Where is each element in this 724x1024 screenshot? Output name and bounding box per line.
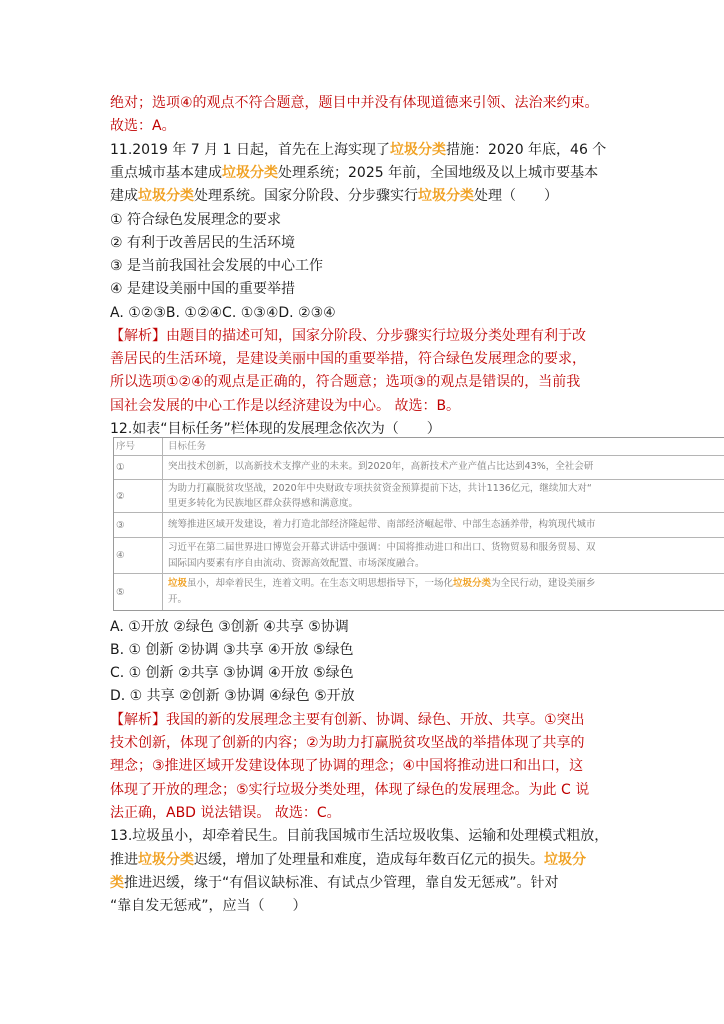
- table-row: [114, 513, 724, 538]
- q11-stem-line-3: [110, 186, 558, 206]
- row-number: ⑤: [114, 574, 163, 610]
- keyword-highlight: 垃圾分类: [222, 165, 278, 181]
- q11-text: 处理系统。国家分阶段、分步骤实行: [194, 188, 418, 204]
- keyword-highlight: 类: [110, 875, 124, 891]
- q12-analysis-line-1: 【解析】我国的新的发展理念主要有创新、协调、绿色、开放、共享。①突出: [110, 712, 585, 728]
- q12-analysis-line-4: 体现了开放的理念；⑤实行垃圾分类处理，体现了绿色的发展理念。为此 C 说: [110, 782, 590, 798]
- row-task-text: 为助力打赢脱贫攻坚战，2020年中央财政专项扶贫资金预算提前下达，共计1136亿元，继续加大对“: [168, 483, 592, 494]
- q13-text: 迟缓，增加了处理量和难度，造成每年数百亿元的损失。: [194, 852, 544, 868]
- goal-task-table: [113, 437, 724, 611]
- q12-choice-c: C. ① 创新 ②共享 ③协调 ④开放 ⑤绿色: [110, 665, 354, 681]
- q13-text: 推进: [110, 852, 138, 868]
- prev-answer-line: 故选：A。: [110, 118, 176, 134]
- table-row: [114, 538, 724, 574]
- table-header-num: 序号: [114, 438, 163, 455]
- q13-stem-line-3: [110, 873, 559, 893]
- table-header-task: 目标任务: [168, 441, 207, 452]
- q11-stem-line-1: [110, 140, 606, 160]
- q11-stem-line-2: [110, 163, 598, 183]
- row-number: ②: [114, 480, 163, 512]
- keyword-highlight: 垃圾分类: [138, 188, 194, 204]
- q11-text: 措施：2020 年底，46 个: [445, 142, 607, 158]
- q13-text: 推进迟缓，缘于“有倡议缺标准、有试点少管理，靠自发无惩戒”。针对: [124, 875, 559, 891]
- table-row: [114, 574, 724, 610]
- table-row: [114, 480, 724, 513]
- keyword-highlight: 垃圾分: [544, 852, 586, 868]
- q11-option-2: ② 有利于改善居民的生活环境: [110, 235, 296, 251]
- q11-analysis-line-3: 所以选项①②④的观点是正确的，符合题意；选项③的观点是错误的，当前我: [110, 374, 581, 390]
- q11-text: 11.2019 年 7 月 1 日起，首先在上海实现了: [110, 142, 390, 158]
- q13-stem-line-4: “靠自发无惩戒”，应当（ ）: [110, 898, 307, 914]
- row-task-text: 突出技术创新，以高新技术支撑产业的未来。到2020年，高新技术产业产值占比达到43%，全社会研: [168, 461, 594, 472]
- q13-stem-line-1: 13.垃圾虽小，却牵着民生。目前我国城市生活垃圾收集、运输和处理模式粗放，: [110, 828, 609, 844]
- row-number: ①: [114, 456, 163, 479]
- q12-choice-d: D. ① 共享 ②创新 ③协调 ④绿色 ⑤开放: [110, 688, 355, 704]
- q13-stem-line-2: [110, 850, 586, 870]
- q11-option-4: ④ 是建设美丽中国的重要举措: [110, 281, 296, 297]
- row-task-text: [168, 577, 724, 590]
- q11-text: 重点城市基本建成: [110, 165, 222, 181]
- q11-text: 处理系统；2025 年前，全国地级及以上城市要基本: [278, 165, 599, 181]
- keyword-highlight: 垃圾分类: [389, 142, 446, 158]
- row-task-text: 国际国内要素有序自由流动、资源高效配置、市场深度融合。: [168, 558, 425, 569]
- row-task-text: 里更多转化为民族地区群众获得感和满意度。: [168, 498, 359, 509]
- q11-choices: A. ①②③B. ①②④C. ①③④D. ②③④: [110, 305, 336, 321]
- row-number: ④: [114, 538, 163, 573]
- q11-analysis-line-2: 善居民的生活环境，是建设美丽中国的重要举措，符合绿色发展理念的要求，: [110, 351, 586, 367]
- row-text: 虽小，却牵着民生，连着文明。在生态文明思想指导下，一场化: [187, 578, 454, 589]
- row-task-text: 习近平在第二届世界进口博览会开幕式讲话中强调：中国将推动进口和出口、货物贸易和服务贸易、双: [168, 542, 596, 553]
- keyword-highlight: 垃圾: [168, 578, 188, 589]
- row-task-text: 开。: [168, 594, 188, 605]
- q11-option-1: ① 符合绿色发展理念的要求: [110, 212, 282, 228]
- row-task-text: 统筹推进区域开发建设，着力打造北部经济隆起带、南部经济崛起带、中部生态涵养带，构筑现代城市: [168, 519, 596, 530]
- q12-analysis-line-3: 理念；③推进区域开发建设体现了协调的理念；④中国将推动进口和出口，这: [110, 758, 584, 774]
- q11-text: 处理（ ）: [474, 188, 558, 204]
- table-row: [114, 456, 724, 480]
- q12-choice-a: A. ①开放 ②绿色 ③创新 ④共享 ⑤协调: [110, 619, 349, 635]
- keyword-highlight: 垃圾分类: [138, 852, 194, 868]
- row-text: 为全民行动，建设美丽乡: [491, 578, 596, 589]
- prev-analysis-line: 绝对；选项④的观点不符合题意，题目中并没有体现道德来引领、法治来约束。: [110, 95, 599, 111]
- q11-analysis-line-4: 国社会发展的中心工作是以经济建设为中心。 故选：B。: [110, 398, 461, 414]
- q12-choice-b: B. ① 创新 ②协调 ③共享 ④开放 ⑤绿色: [110, 642, 354, 658]
- q11-analysis-line-1: 【解析】由题目的描述可知，国家分阶段、分步骤实行垃圾分类处理有利于改: [110, 328, 586, 344]
- table-header-row: [114, 438, 724, 456]
- keyword-highlight: 垃圾分类: [418, 188, 474, 204]
- q11-option-3: ③ 是当前我国社会发展的中心工作: [110, 258, 324, 274]
- q12-stem: 12.如表“目标任务”栏体现的发展理念依次为（ ）: [110, 421, 441, 437]
- keyword-highlight: 垃圾分类: [453, 578, 492, 589]
- q12-analysis-line-5: 法正确，ABD 说法错误。 故选：C。: [110, 805, 341, 821]
- q12-analysis-line-2: 技术创新，体现了创新的内容；②为助力打赢脱贫攻坚战的举措体现了共享的: [110, 735, 585, 751]
- row-number: ③: [114, 513, 163, 537]
- q11-text: 建成: [110, 188, 138, 204]
